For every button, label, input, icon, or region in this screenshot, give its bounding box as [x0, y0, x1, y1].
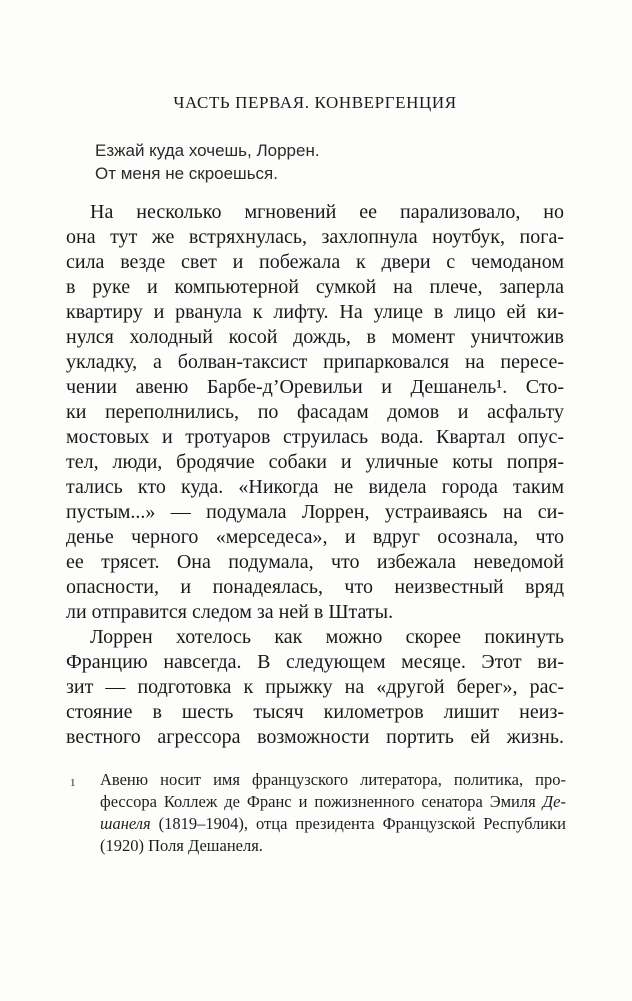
epigraph-line: От меня не скроешься. — [95, 163, 278, 183]
body-line: тел, люди, бродячие собаки и уличные коты попря- — [66, 451, 564, 473]
body-line: пустым...» — подумала Лоррен, устраиваясь на си- — [66, 501, 564, 523]
body-line: ли отправится следом за ней в Штаты. — [66, 601, 394, 623]
body-line: чении авеню Барбе-д’Оревильи и Дешанель¹. Сто- — [66, 376, 564, 398]
body-line: денье черного «мерседеса», и вдруг осознала, что — [66, 526, 564, 548]
body-line: стояние в шесть тысяч километров лишит неиз- — [66, 701, 564, 723]
body-line: ки переполнились, по фасадам домов и асфальту — [66, 401, 564, 423]
epigraph — [95, 140, 515, 185]
footnote-text — [66, 769, 566, 857]
body-line: сила везде свет и побежала к двери с чемоданом — [66, 251, 564, 273]
body-line: мостовых и тротуаров струилась вода. Квартал опус- — [66, 426, 564, 448]
body-line: нулся холодный косой дождь, в момент уничтожив — [66, 326, 564, 348]
body-line: опасности, и понадеялась, что неизвестный вряд — [66, 576, 564, 598]
body-line: квартиру и рванула к лифту. На улице в лицо ей ки- — [66, 301, 564, 323]
footnote-line: Авеню носит имя французского литератора, политика, про- — [100, 770, 566, 789]
body-line: вестного агрессора возможности портить ей жизнь. — [66, 726, 564, 748]
footnote-line: шанеля (1819–1904), отца президента Французской Республики — [100, 814, 566, 833]
body-line: Лоррен хотелось как можно скорее покинуть — [90, 626, 564, 648]
footnote-line: фессора Коллеж де Франс и пожизненного сенатора Эмиля Де- — [100, 792, 566, 811]
footnote-line: (1920) Поля Дешанеля. — [100, 836, 263, 855]
body-line: укладку, а болван-таксист припарковался на пересе- — [66, 351, 564, 373]
body-line: она тут же встряхнулась, захлопнула ноутбук, пога- — [66, 226, 564, 248]
body-line: Францию навсегда. В следующем месяце. Этот ви- — [66, 651, 564, 673]
body-text — [66, 200, 564, 750]
body-line: ее трясет. Она подумала, что избежала неведомой — [66, 551, 564, 573]
body-line: тались кто куда. «Никогда не видела города таким — [66, 476, 564, 498]
body-line: зит — подготовка к прыжку на «другой берег», рас- — [66, 676, 564, 698]
footnote-marker: 1 — [70, 777, 76, 789]
body-line: в руке и компьютерной сумкой на плече, заперла — [66, 276, 564, 298]
body-line: На несколько мгновений ее парализовало, но — [90, 201, 564, 223]
chapter-heading: ЧАСТЬ ПЕРВАЯ. КОНВЕРГЕНЦИЯ — [173, 93, 457, 112]
epigraph-line: Езжай куда хочешь, Лоррен. — [95, 141, 320, 160]
footnote — [66, 769, 566, 857]
